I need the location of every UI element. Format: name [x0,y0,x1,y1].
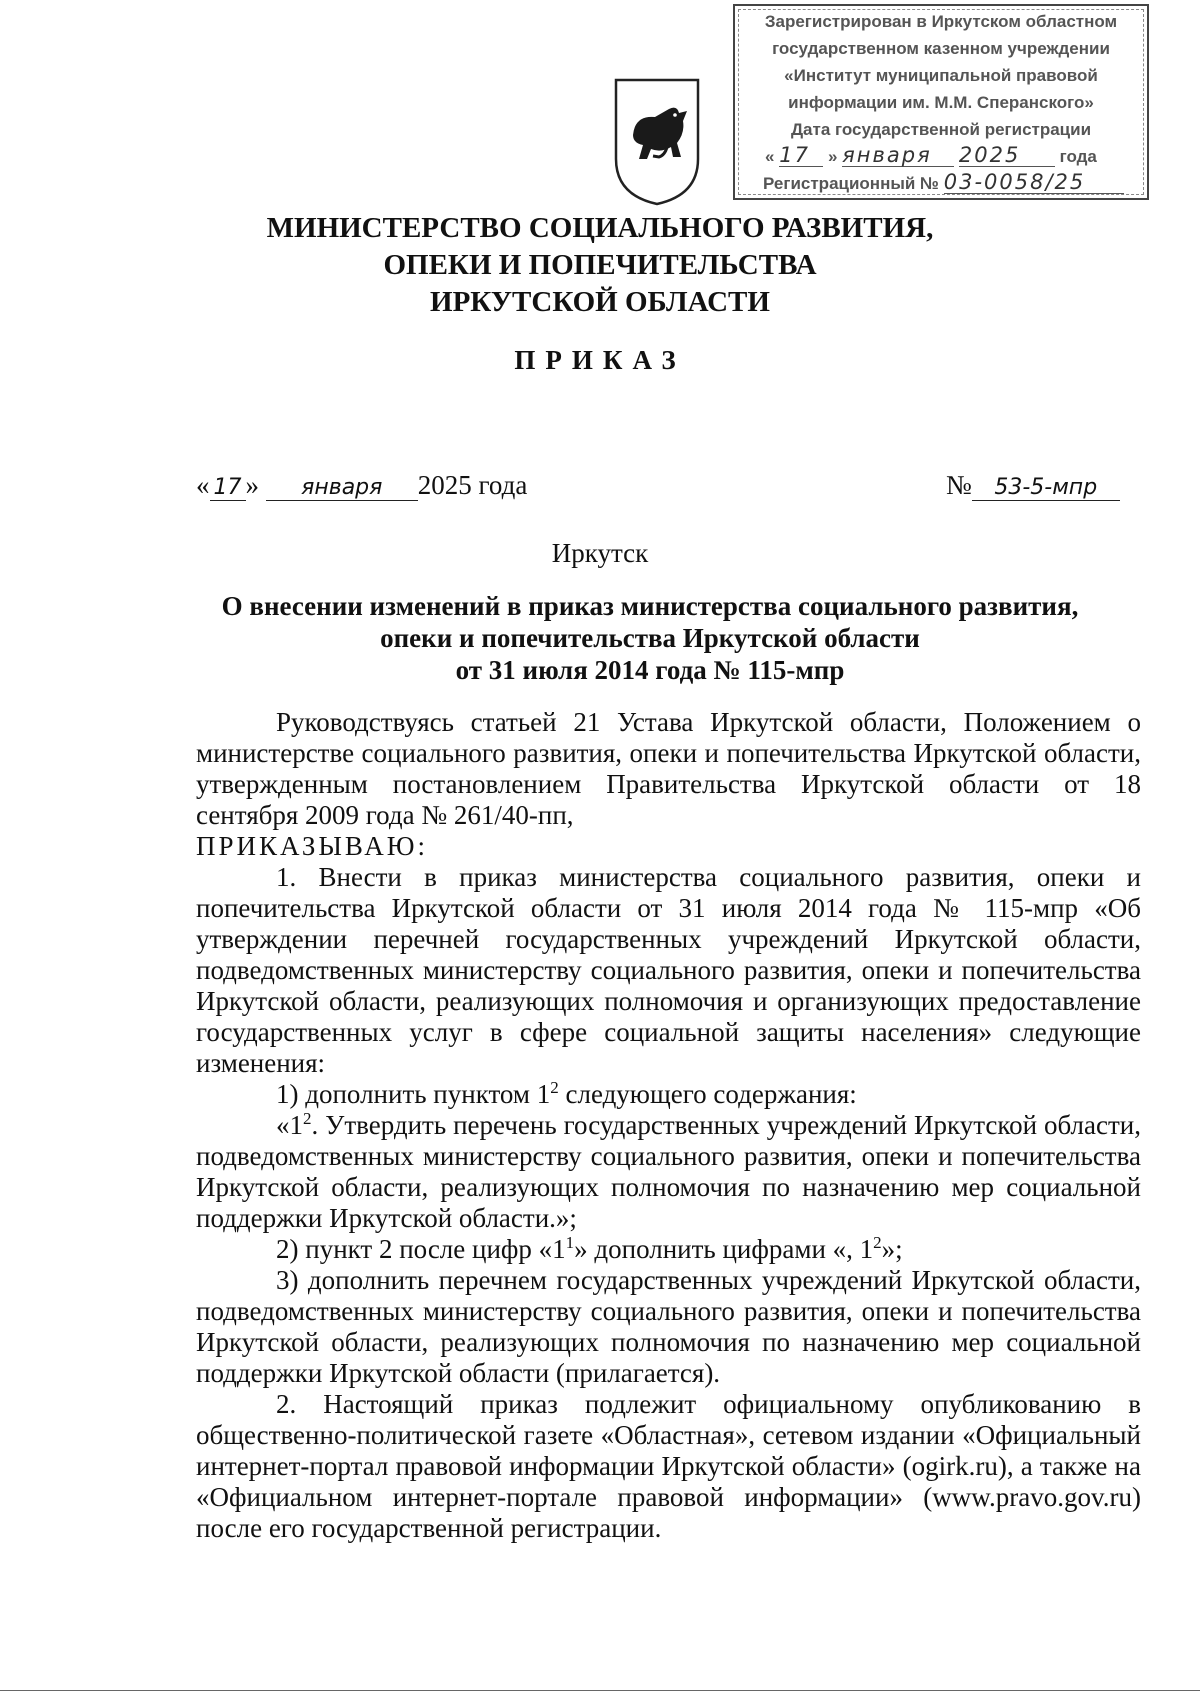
stamp-reg-line [735,170,1147,197]
document-type: ПРИКАЗ [514,345,686,375]
title-line: О внесении изменений в приказ министерства социального развития, [221,591,1079,621]
order-word: ПРИКАЗЫВАЮ: [196,831,428,861]
order-date [196,470,527,501]
stamp-date-day: 17 [779,144,823,167]
stamp-date-close: » [827,147,838,166]
page-bottom-divider [0,1690,1200,1691]
stamp-reg-label: Регистрационный № [763,174,939,193]
stamp-line: информации им. М.М. Сперанского» [788,93,1094,112]
city: Иркутск [551,538,649,568]
superscript: 2 [873,1233,882,1252]
subitem-1-paragraph [196,1079,1141,1110]
number-prefix: № [946,470,972,500]
superscript: 1 [565,1233,575,1252]
superscript: 2 [550,1078,559,1097]
date-year: 2025 года [417,470,528,500]
subitem-2-text: 2) пункт 2 после цифр «1 [276,1234,566,1264]
subitem-3-paragraph: 3) дополнить перечнем государственных учреждений Иркутской области, подведомственных министерству социального развития, опеки и попечительства Иркутской области, реализующих полномочия по назначению мер социальной поддержки Иркутской области (прилагается). [196,1265,1141,1388]
quote-text: . Утвердить перечень государственных учреждений Иркутской области, подведомственных министерству социального развития, опеки и попечительства Иркутской области, реализующих полномочия по назначению мер социальной поддержки Иркутской области.»; [196,1110,1141,1233]
document-title [180,590,1120,686]
ministry-header-line: ОПЕКИ И ПОПЕЧИТЕЛЬСТВА [383,249,817,281]
stamp-date-open: « [765,147,775,166]
title-line: от 31 июля 2014 года № 115-мпр [455,655,845,685]
stamp-date-year: 2025 [959,144,1055,167]
number-value: 53-5-мпр [972,475,1120,501]
order-number [946,470,1120,501]
coat-of-arms-icon [613,77,701,207]
stamp-line: государственном казенном учреждении [772,39,1110,58]
subitem-2-paragraph [196,1234,1141,1265]
stamp-date-suffix: года [1059,147,1097,166]
date-month: января [266,475,418,501]
subitem-1-text: следующего содержания: [558,1079,857,1109]
date-close-quote: » [245,470,259,500]
item-2-paragraph: 2. Настоящий приказ подлежит официальному опубликованию в общественно-политической газете «Областная», сетевом издании «Официальный интернет-портал правовой информации Иркутской области» (ogirk.ru), а также на «Официальном интернет-портале правовой информации» (www.pravo.gov.ru) после его государственной регистрации. [196,1389,1141,1543]
stamp-date-month: января [842,144,954,167]
quote-text: «1 [276,1110,303,1140]
stamp-line: «Институт муниципальной правовой [784,66,1098,85]
stamp-line: Зарегистрирован в Иркутском областном [764,12,1118,31]
registration-stamp [733,4,1149,200]
stamp-date-line [735,143,1147,170]
ministry-header-line: ИРКУТСКОЙ ОБЛАСТИ [430,286,770,318]
quote-paragraph [196,1110,1141,1234]
date-open-quote: « [196,470,210,500]
stamp-line: Дата государственной регистрации [790,120,1092,139]
document-body [196,707,1141,1544]
subitem-2-text: » дополнить цифрами «, 1 [574,1234,874,1264]
ministry-header-line: МИНИСТЕРСТВО СОЦИАЛЬНОГО РАЗВИТИЯ, [266,212,934,244]
subitem-2-text: »; [881,1234,903,1264]
preamble-paragraph: Руководствуясь статьей 21 Устава Иркутской области, Положением о министерстве социального развития, опеки и попечительства Иркутской области, утвержденным постановлением Правительства Иркутской области от 18 сентября 2009 года № 261/40-пп, [196,707,1141,830]
ministry-header [200,210,1000,321]
date-day: 17 [210,475,246,501]
stamp-reg-number: 03-0058/25 [944,171,1124,194]
superscript: 2 [303,1109,312,1128]
item-1-paragraph: 1. Внести в приказ министерства социального развития, опеки и попечительства Иркутской области от 31 июля 2014 года № 115-мпр «Об утверждении перечней государственных учреждений Иркутской области, подведомственных министерству социального развития, опеки и попечительства Иркутской области, реализующих полномочия и организующих предоставление государственных услуг в сфере социальной защиты населения» следующие изменения: [196,862,1141,1078]
title-line: опеки и попечительства Иркутской области [380,623,920,653]
subitem-1-text: 1) дополнить пунктом 1 [276,1079,551,1109]
